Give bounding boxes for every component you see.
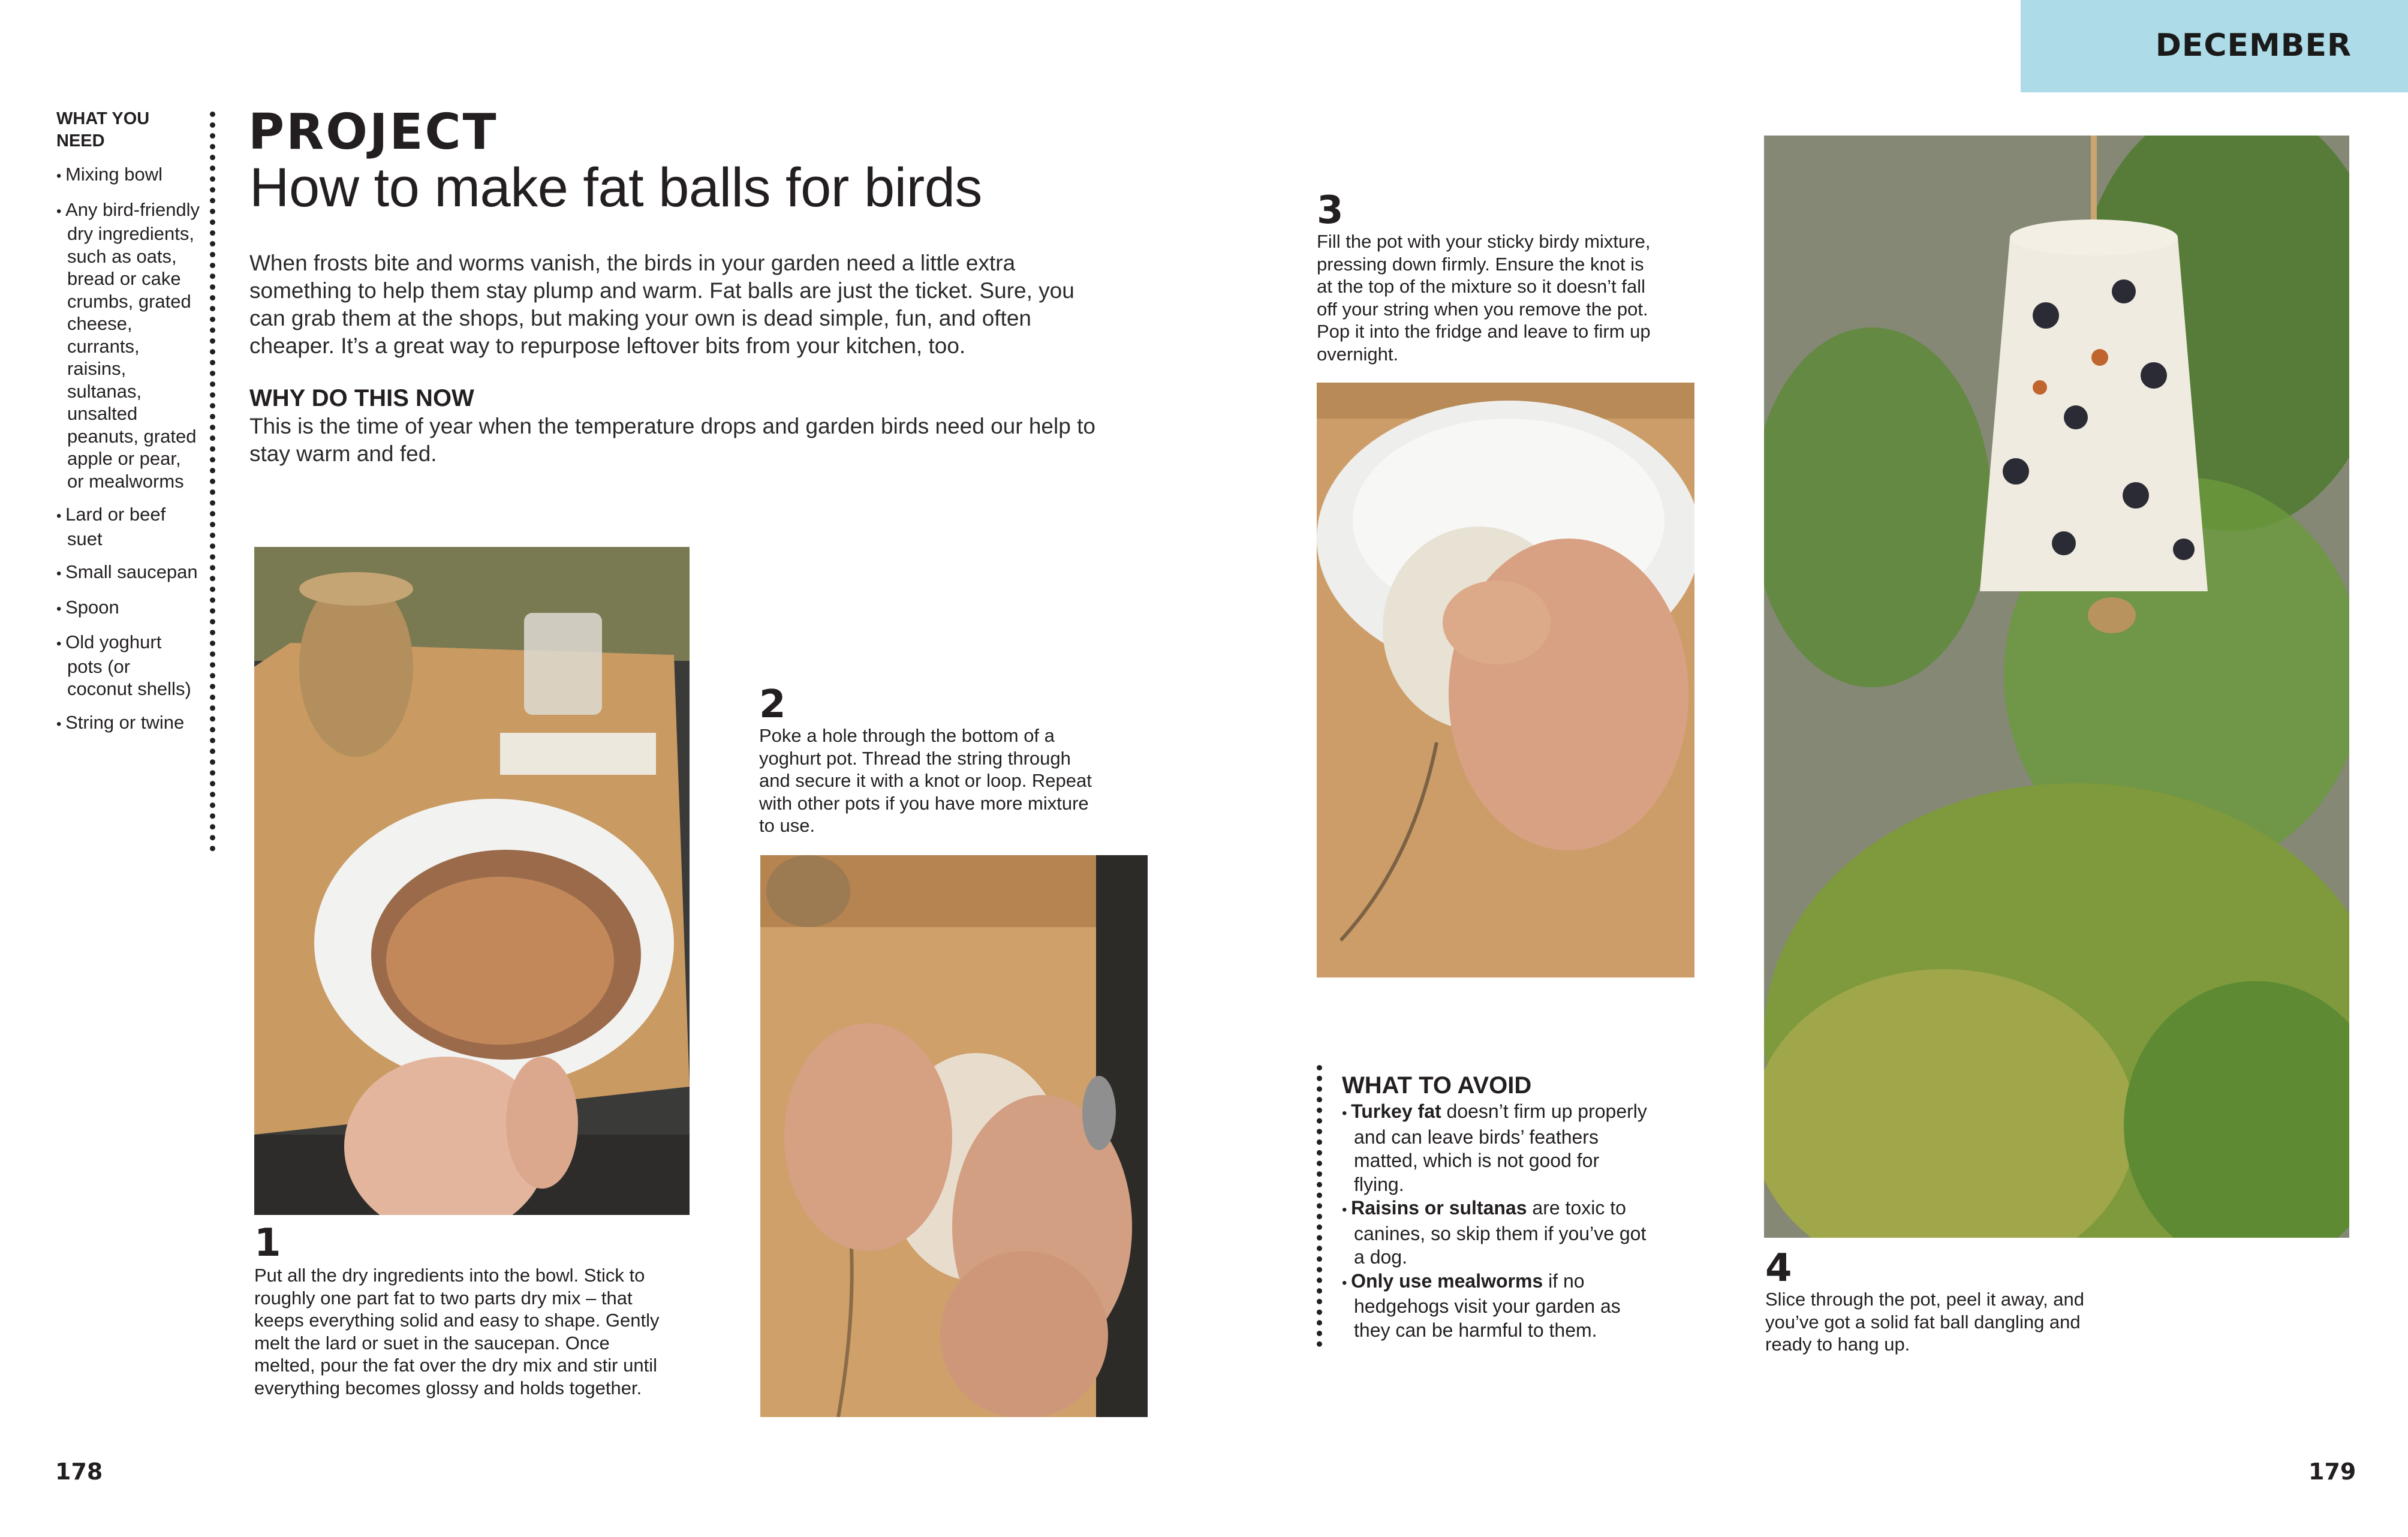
- photo-dry-mix-bowl: [254, 547, 690, 1215]
- why-paragraph: This is the time of year when the temperature drops and garden birds need our help to stay warm and fed.: [249, 414, 1095, 466]
- photo-hanging-fat-ball: [1764, 136, 2349, 1238]
- step-4-text: Slice through the pot, peel it away, and you’ve got a solid fat ball dangling and ready to hang up.: [1765, 1289, 2084, 1355]
- what-to-avoid-panel: [1342, 1071, 1654, 1342]
- what-you-need-list: [56, 163, 200, 735]
- page-title: How to make fat balls for birds: [249, 157, 982, 218]
- what-you-need-panel: [56, 108, 200, 746]
- list-item-text: are toxic to canines, so skip them if you’ve got a dog.: [1354, 1197, 1647, 1268]
- list-item-text: doesn’t firm up properly and can leave birds’ feathers matted, which is not good for flying.: [1354, 1100, 1647, 1195]
- step-1-text: Put all the dry ingredients into the bowl. Stick to roughly one part fat to two parts dry mix – that keeps everything solid and easy to shape. Gently melt the lard or suet in the saucepan. Once melted, pour the fat over the dry mix and stir until everything becomes glossy and holds together.: [254, 1265, 660, 1398]
- page-number-right: 179: [2308, 1458, 2356, 1485]
- list-item: • Any bird-friendly dry ingredients, such as oats, bread or cake crumbs, grated cheese, currants, raisins, sultanas, unsalted peanuts, grated apple or pear, or mealworms: [56, 198, 200, 493]
- step-3-text: Fill the pot with your sticky birdy mixture, pressing down firmly. Ensure the knot is at the top of the mixture so it doesn’t fall off your string when you remove the pot. Pop it into the fridge and leave to firm up overnight.: [1317, 231, 1651, 365]
- page-number-left: 178: [55, 1458, 103, 1485]
- list-item-text: if no hedgehogs visit your garden as they can be harmful to them.: [1354, 1270, 1621, 1341]
- what-to-avoid-title: WHAT TO AVOID: [1342, 1072, 1532, 1099]
- month-label: DECEMBER: [2155, 28, 2352, 64]
- month-tab: [2021, 0, 2408, 92]
- list-item: [1342, 1100, 1654, 1196]
- list-item: • Mixing bowl: [56, 163, 200, 188]
- list-item: • String or twine: [56, 711, 200, 736]
- photo-filled-pot: [1317, 383, 1694, 977]
- avoid-divider: [1317, 1065, 1322, 1347]
- what-you-need-title: WHAT YOU NEED: [56, 109, 150, 151]
- step-3-number: 3: [1317, 188, 1344, 233]
- list-item-bold: Turkey fat: [1351, 1100, 1441, 1122]
- list-item: • Old yoghurt pots (or coconut shells): [56, 631, 200, 700]
- step-4-number: 4: [1765, 1246, 1792, 1291]
- intro-paragraph: When frosts bite and worms vanish, the birds in your garden need a little extra something to help them stay plump and warm. Fat balls are just the ticket. Sure, you can grab them at the shops, but making your own is dead simple, fun, and often cheaper. It’s a great way to repurpose leftover bits from your kitchen, too.: [249, 251, 1074, 358]
- list-item: [1342, 1270, 1654, 1343]
- list-item: • Spoon: [56, 596, 200, 621]
- step-2-text: Poke a hole through the bottom of a yoghurt pot. Thread the string through and secure it with a knot or loop. Repeat with other pots if you have more mixture to use.: [759, 725, 1092, 836]
- what-to-avoid-list: [1342, 1100, 1654, 1342]
- list-item-bold: Raisins or sultanas: [1351, 1197, 1527, 1219]
- photo-threading-pot: [760, 855, 1148, 1417]
- why-heading: WHY DO THIS NOW: [249, 385, 474, 411]
- step-1-number: 1: [254, 1221, 281, 1265]
- list-item: [1342, 1196, 1654, 1270]
- step-2-number: 2: [759, 682, 786, 727]
- list-item-bold: Only use mealworms: [1351, 1270, 1543, 1292]
- list-item: • Small saucepan: [56, 561, 200, 585]
- project-kicker: PROJECT: [248, 104, 498, 161]
- sidebar-divider: [210, 112, 215, 852]
- list-item: • Lard or beef suet: [56, 503, 200, 550]
